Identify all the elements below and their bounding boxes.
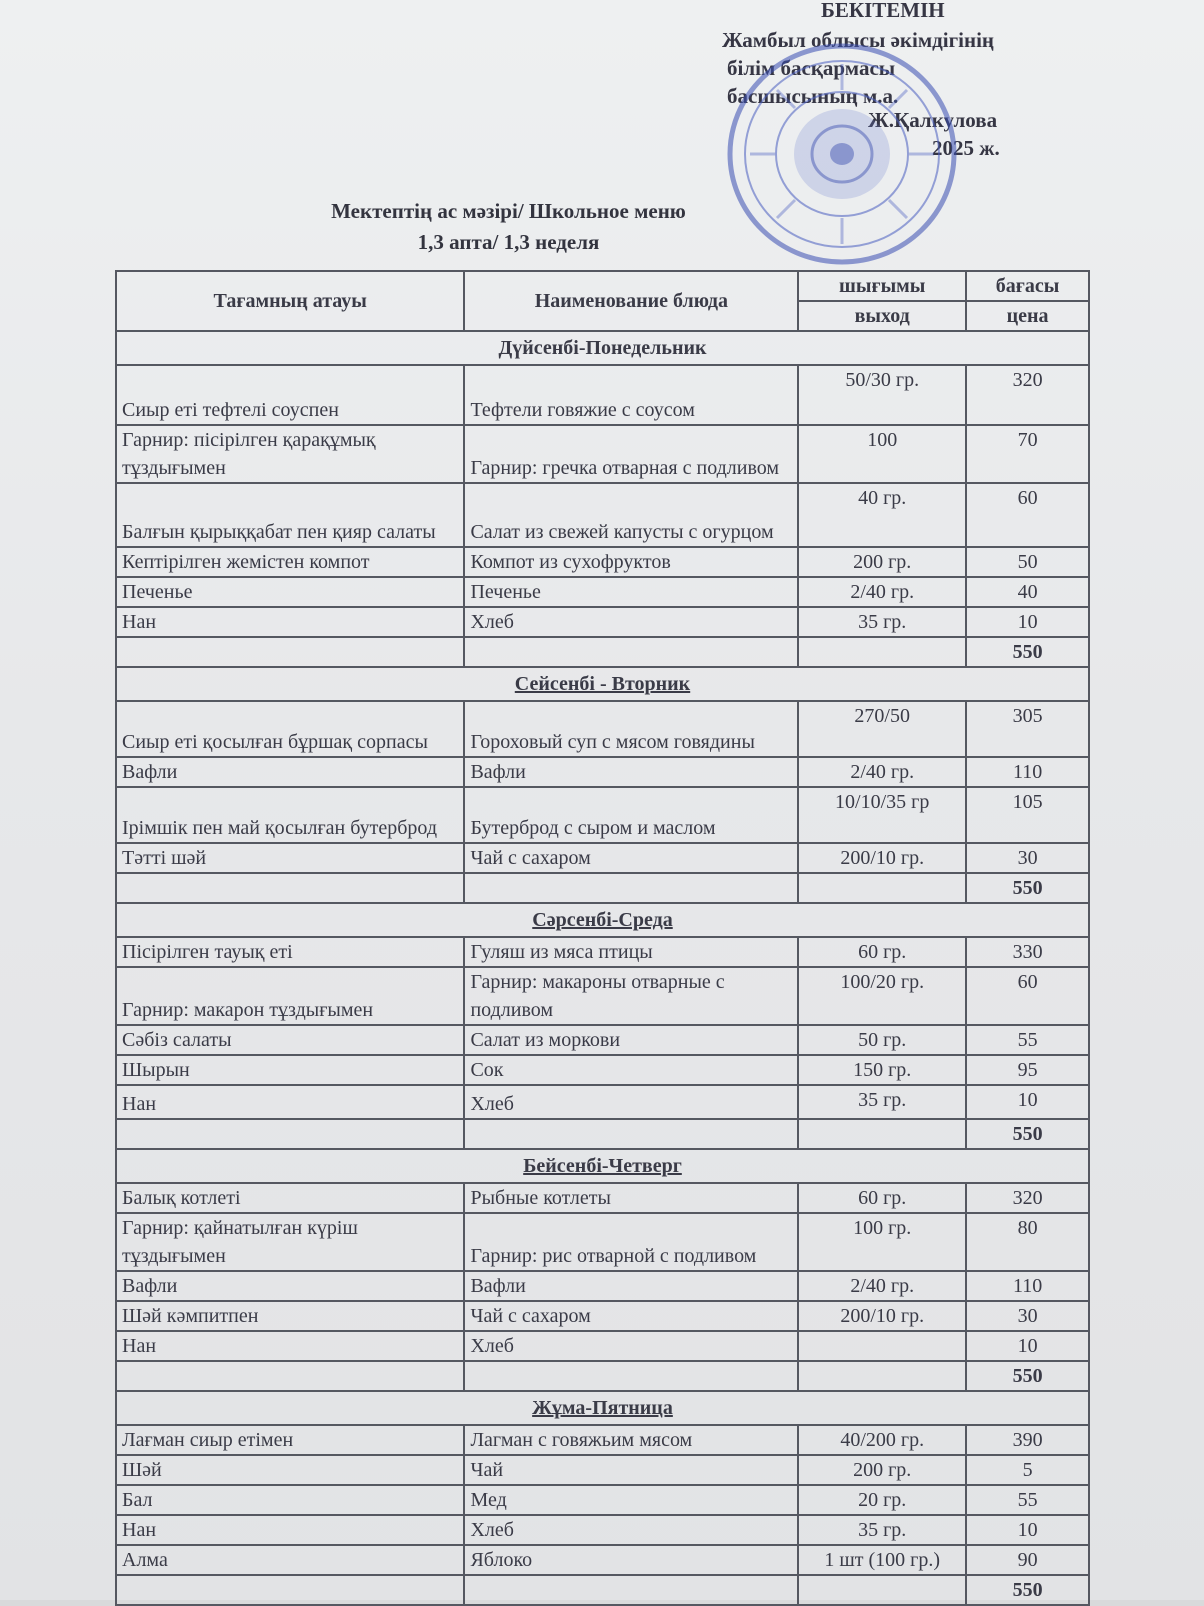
dish-name-ru: Чай с сахаром bbox=[464, 1301, 798, 1331]
dish-price: 390 bbox=[966, 1425, 1089, 1455]
empty-cell bbox=[798, 637, 966, 667]
empty-cell bbox=[116, 1361, 464, 1391]
header-name-kz: Тағамның атауы bbox=[116, 271, 464, 331]
dish-name-kz: Нан bbox=[116, 607, 464, 637]
dish-name-ru: Гуляш из мяса птицы bbox=[464, 937, 798, 967]
dish-output: 2/40 гр. bbox=[798, 1271, 966, 1301]
dish-name-ru: Печенье bbox=[464, 577, 798, 607]
menu-item-row bbox=[116, 1213, 1089, 1271]
dish-price: 320 bbox=[966, 365, 1089, 425]
day-header-row bbox=[116, 1391, 1089, 1425]
empty-cell bbox=[464, 1575, 798, 1605]
empty-cell bbox=[798, 1575, 966, 1605]
day-total-price: 550 bbox=[966, 637, 1089, 667]
menu-item-row bbox=[116, 1545, 1089, 1575]
menu-item-row bbox=[116, 547, 1089, 577]
dish-name-kz: Печенье bbox=[116, 577, 464, 607]
dish-name-ru: Вафли bbox=[464, 1271, 798, 1301]
dish-name-kz: Балғын қырыққабат пен қияр салаты bbox=[116, 483, 464, 547]
dish-price: 95 bbox=[966, 1055, 1089, 1085]
menu-item-row bbox=[116, 843, 1089, 873]
dish-name-kz: Алма bbox=[116, 1545, 464, 1575]
dish-price: 80 bbox=[966, 1213, 1089, 1271]
dish-output: 2/40 гр. bbox=[798, 757, 966, 787]
day-total-price: 550 bbox=[966, 1575, 1089, 1605]
dish-price: 305 bbox=[966, 701, 1089, 757]
menu-item-row bbox=[116, 1455, 1089, 1485]
empty-cell bbox=[464, 637, 798, 667]
approval-title: БЕКІТЕМІН bbox=[821, 0, 945, 22]
day-header-row bbox=[116, 331, 1089, 365]
approval-date: 2025 ж. bbox=[932, 136, 1000, 160]
day-total-row bbox=[116, 637, 1089, 667]
dish-price: 60 bbox=[966, 967, 1089, 1025]
dish-name-ru: Яблоко bbox=[464, 1545, 798, 1575]
dish-name-kz: Гарнир: қайнатылған күріш тұздығымен bbox=[116, 1213, 464, 1271]
dish-name-ru: Гарнир: гречка отварная с подливом bbox=[464, 425, 798, 483]
dish-name-kz: Нан bbox=[116, 1331, 464, 1361]
dish-name-ru: Чай bbox=[464, 1455, 798, 1485]
header-output-kz: шығымы bbox=[798, 271, 966, 301]
header-output-ru: выход bbox=[798, 301, 966, 331]
dish-name-ru: Сок bbox=[464, 1055, 798, 1085]
dish-price: 40 bbox=[966, 577, 1089, 607]
dish-price: 70 bbox=[966, 425, 1089, 483]
day-total-row bbox=[116, 1119, 1089, 1149]
dish-price: 90 bbox=[966, 1545, 1089, 1575]
menu-item-row bbox=[116, 937, 1089, 967]
dish-name-kz: Вафли bbox=[116, 1271, 464, 1301]
menu-heading bbox=[196, 196, 821, 258]
header-name-ru: Наименование блюда bbox=[464, 271, 798, 331]
dish-name-ru: Лагман с говяжьим мясом bbox=[464, 1425, 798, 1455]
empty-cell bbox=[798, 1361, 966, 1391]
dish-name-ru: Бутерброд с сыром и маслом bbox=[464, 787, 798, 843]
dish-name-kz: Ірімшік пен май қосылған бутерброд bbox=[116, 787, 464, 843]
dish-output: 200 гр. bbox=[798, 547, 966, 577]
dish-output: 35 гр. bbox=[798, 1515, 966, 1545]
dish-name-kz: Вафли bbox=[116, 757, 464, 787]
dish-name-ru: Гороховый суп с мясом говядины bbox=[464, 701, 798, 757]
menu-table-header bbox=[116, 271, 1089, 331]
dish-output: 40 гр. bbox=[798, 483, 966, 547]
dish-output: 150 гр. bbox=[798, 1055, 966, 1085]
menu-item-row bbox=[116, 577, 1089, 607]
menu-item-row bbox=[116, 365, 1089, 425]
day-title: Сейсенбі - Вторник bbox=[116, 667, 1089, 701]
dish-output: 200/10 гр. bbox=[798, 843, 966, 873]
header-price-ru: цена bbox=[966, 301, 1089, 331]
day-total-price: 550 bbox=[966, 873, 1089, 903]
dish-output: 20 гр. bbox=[798, 1485, 966, 1515]
menu-item-row bbox=[116, 483, 1089, 547]
dish-name-kz: Гарнир: макарон тұздығымен bbox=[116, 967, 464, 1025]
empty-cell bbox=[464, 1361, 798, 1391]
menu-item-row bbox=[116, 787, 1089, 843]
empty-cell bbox=[116, 1119, 464, 1149]
dish-output: 270/50 bbox=[798, 701, 966, 757]
dish-output: 35 гр. bbox=[798, 607, 966, 637]
dish-price: 10 bbox=[966, 1085, 1089, 1119]
empty-cell bbox=[798, 1119, 966, 1149]
menu-item-row bbox=[116, 425, 1089, 483]
menu-item-row bbox=[116, 1485, 1089, 1515]
dish-name-ru: Мед bbox=[464, 1485, 798, 1515]
empty-cell bbox=[798, 873, 966, 903]
menu-item-row bbox=[116, 701, 1089, 757]
dish-price: 110 bbox=[966, 1271, 1089, 1301]
dish-name-ru: Рыбные котлеты bbox=[464, 1183, 798, 1213]
dish-name-kz: Гарнир: пісірілген қарақұмық тұздығымен bbox=[116, 425, 464, 483]
dish-name-kz: Шәй кәмпитпен bbox=[116, 1301, 464, 1331]
day-total-row bbox=[116, 873, 1089, 903]
dish-output: 2/40 гр. bbox=[798, 577, 966, 607]
dish-name-ru: Гарнир: рис отварной с подливом bbox=[464, 1213, 798, 1271]
empty-cell bbox=[116, 873, 464, 903]
menu-item-row bbox=[116, 1515, 1089, 1545]
dish-price: 110 bbox=[966, 757, 1089, 787]
day-total-row bbox=[116, 1575, 1089, 1605]
dish-price: 50 bbox=[966, 547, 1089, 577]
menu-table bbox=[115, 270, 1090, 1606]
dish-output: 10/10/35 гр bbox=[798, 787, 966, 843]
menu-item-row bbox=[116, 1425, 1089, 1455]
menu-title: Мектептің ас мәзірі/ Школьное меню bbox=[331, 199, 686, 223]
day-total-row bbox=[116, 1361, 1089, 1391]
dish-price: 5 bbox=[966, 1455, 1089, 1485]
dish-name-ru: Вафли bbox=[464, 757, 798, 787]
dish-price: 30 bbox=[966, 1301, 1089, 1331]
dish-price: 30 bbox=[966, 843, 1089, 873]
day-total-price: 550 bbox=[966, 1119, 1089, 1149]
dish-name-ru: Гарнир: макароны отварные с подливом bbox=[464, 967, 798, 1025]
day-header-row bbox=[116, 903, 1089, 937]
day-title: Сәрсенбі-Среда bbox=[116, 903, 1089, 937]
dish-output: 50 гр. bbox=[798, 1025, 966, 1055]
dish-name-kz: Нан bbox=[116, 1085, 464, 1119]
dish-output: 35 гр. bbox=[798, 1085, 966, 1119]
empty-cell bbox=[116, 1575, 464, 1605]
dish-name-kz: Лағман сиыр етімен bbox=[116, 1425, 464, 1455]
menu-item-row bbox=[116, 1271, 1089, 1301]
menu-item-row bbox=[116, 1055, 1089, 1085]
dish-price: 60 bbox=[966, 483, 1089, 547]
dish-output bbox=[798, 1331, 966, 1361]
day-title: Жұма-Пятница bbox=[116, 1391, 1089, 1425]
dish-output: 60 гр. bbox=[798, 1183, 966, 1213]
dish-name-ru: Хлеб bbox=[464, 1331, 798, 1361]
dish-price: 55 bbox=[966, 1025, 1089, 1055]
dish-name-kz: Тәтті шәй bbox=[116, 843, 464, 873]
menu-item-row bbox=[116, 1085, 1089, 1119]
header-price-kz: бағасы bbox=[966, 271, 1089, 301]
dish-price: 10 bbox=[966, 607, 1089, 637]
dish-output: 40/200 гр. bbox=[798, 1425, 966, 1455]
dish-output: 50/30 гр. bbox=[798, 365, 966, 425]
menu-item-row bbox=[116, 1331, 1089, 1361]
dish-name-kz: Сәбіз салаты bbox=[116, 1025, 464, 1055]
dish-name-ru: Хлеб bbox=[464, 1515, 798, 1545]
menu-subtitle: 1,3 апта/ 1,3 неделя bbox=[417, 230, 600, 254]
approval-line-3: басшысының м.а. bbox=[727, 84, 899, 108]
empty-cell bbox=[464, 1119, 798, 1149]
day-title: Дүйсенбі-Понедельник bbox=[116, 331, 1089, 365]
dish-name-kz: Шәй bbox=[116, 1455, 464, 1485]
dish-name-kz: Сиыр еті қосылған бұршақ сорпасы bbox=[116, 701, 464, 757]
menu-item-row bbox=[116, 967, 1089, 1025]
day-title: Бейсенбі-Четверг bbox=[116, 1149, 1089, 1183]
menu-item-row bbox=[116, 757, 1089, 787]
dish-name-kz: Бал bbox=[116, 1485, 464, 1515]
dish-name-kz: Шырын bbox=[116, 1055, 464, 1085]
dish-price: 55 bbox=[966, 1485, 1089, 1515]
dish-name-ru: Салат из свежей капусты с огурцом bbox=[464, 483, 798, 547]
dish-output: 100 гр. bbox=[798, 1213, 966, 1271]
dish-output: 100 bbox=[798, 425, 966, 483]
dish-name-kz: Нан bbox=[116, 1515, 464, 1545]
dish-name-ru: Чай с сахаром bbox=[464, 843, 798, 873]
approval-line-2: білім басқармасы bbox=[727, 56, 896, 80]
dish-name-kz: Кептірілген жемістен компот bbox=[116, 547, 464, 577]
dish-price: 320 bbox=[966, 1183, 1089, 1213]
dish-output: 200/10 гр. bbox=[798, 1301, 966, 1331]
dish-name-kz: Пісірілген тауық еті bbox=[116, 937, 464, 967]
menu-item-row bbox=[116, 1301, 1089, 1331]
day-total-price: 550 bbox=[966, 1361, 1089, 1391]
dish-name-ru: Хлеб bbox=[464, 607, 798, 637]
menu-item-row bbox=[116, 1183, 1089, 1213]
dish-name-ru: Салат из моркови bbox=[464, 1025, 798, 1055]
day-header-row bbox=[116, 1149, 1089, 1183]
dish-name-kz: Сиыр еті тефтелі соуспен bbox=[116, 365, 464, 425]
dish-name-ru: Хлеб bbox=[464, 1085, 798, 1119]
dish-output: 100/20 гр. bbox=[798, 967, 966, 1025]
day-header-row bbox=[116, 667, 1089, 701]
dish-name-kz: Балық котлеті bbox=[116, 1183, 464, 1213]
dish-output: 200 гр. bbox=[798, 1455, 966, 1485]
menu-item-row bbox=[116, 607, 1089, 637]
dish-price: 10 bbox=[966, 1331, 1089, 1361]
empty-cell bbox=[116, 637, 464, 667]
menu-table-body bbox=[116, 331, 1089, 1605]
dish-price: 10 bbox=[966, 1515, 1089, 1545]
menu-item-row bbox=[116, 1025, 1089, 1055]
approval-signer: Ж.Қалкулова bbox=[868, 108, 998, 132]
dish-price: 330 bbox=[966, 937, 1089, 967]
dish-price: 105 bbox=[966, 787, 1089, 843]
dish-output: 60 гр. bbox=[798, 937, 966, 967]
dish-name-ru: Тефтели говяжие с соусом bbox=[464, 365, 798, 425]
dish-output: 1 шт (100 гр.) bbox=[798, 1545, 966, 1575]
approval-line-1: Жамбыл облысы әкімдігінің bbox=[722, 28, 995, 52]
dish-name-ru: Компот из сухофруктов bbox=[464, 547, 798, 577]
empty-cell bbox=[464, 873, 798, 903]
